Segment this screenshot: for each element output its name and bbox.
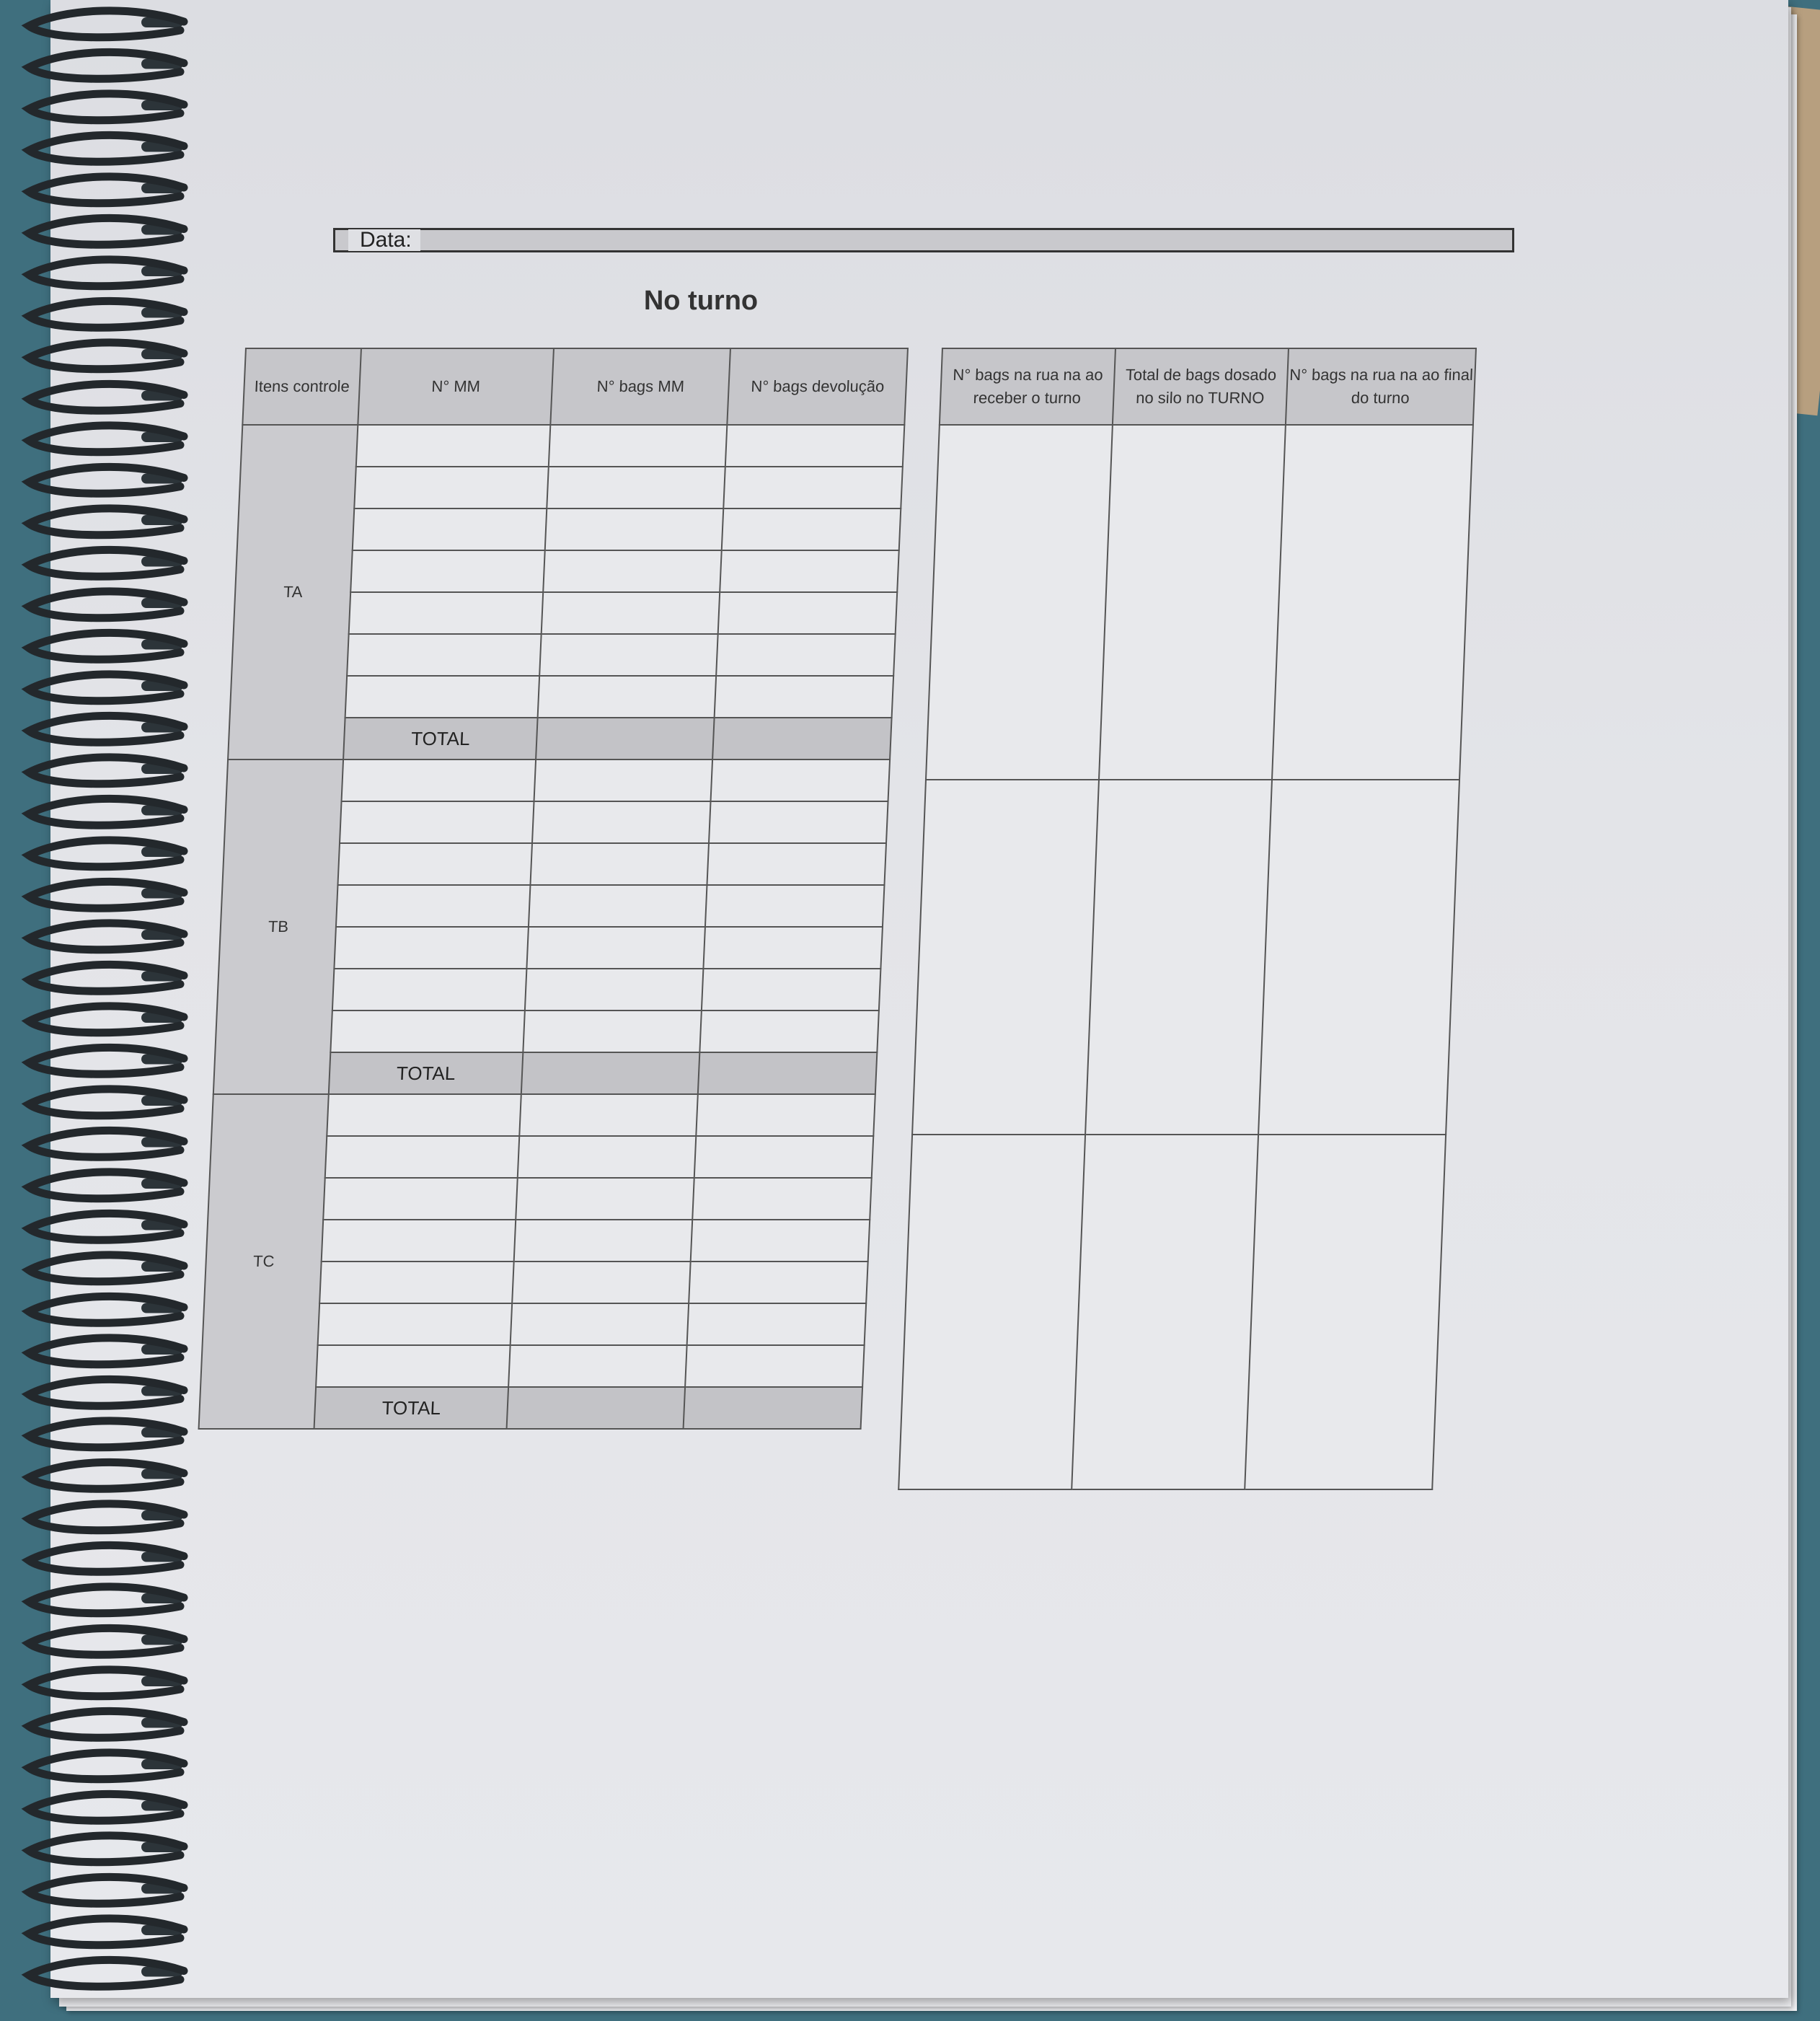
cell[interactable] <box>689 1262 868 1303</box>
cell[interactable] <box>330 1011 524 1052</box>
cell[interactable] <box>545 508 724 550</box>
cell[interactable] <box>518 1136 697 1178</box>
cell[interactable] <box>512 1262 691 1303</box>
cell[interactable] <box>342 759 536 801</box>
cell[interactable] <box>686 1345 865 1387</box>
cell[interactable] <box>1245 1135 1446 1489</box>
cell[interactable] <box>926 425 1113 780</box>
cell[interactable] <box>725 425 904 467</box>
cell[interactable] <box>532 801 711 843</box>
cell[interactable] <box>1258 780 1459 1135</box>
cell[interactable] <box>717 634 896 676</box>
cell[interactable] <box>705 885 884 927</box>
cell[interactable] <box>1099 425 1286 780</box>
cell[interactable] <box>508 1345 687 1387</box>
cell[interactable] <box>529 885 707 927</box>
cell[interactable] <box>549 425 728 467</box>
header-bags-final-turno: N° bags na rua na ao final do turno <box>1286 348 1476 425</box>
cell[interactable] <box>526 927 705 969</box>
total-label: TOTAL <box>343 718 537 759</box>
table-row <box>211 1094 875 1136</box>
cell[interactable] <box>511 1303 689 1345</box>
cell[interactable] <box>349 592 543 634</box>
cell[interactable] <box>350 550 544 592</box>
cell[interactable] <box>523 1011 702 1052</box>
total-cell[interactable] <box>684 1387 862 1429</box>
cell[interactable] <box>323 1178 517 1220</box>
cell[interactable] <box>542 592 720 634</box>
cell[interactable] <box>694 1136 873 1178</box>
cell[interactable] <box>1085 780 1272 1135</box>
cell[interactable] <box>1072 1135 1258 1489</box>
cell[interactable] <box>898 1135 1085 1489</box>
cell[interactable] <box>519 1094 698 1136</box>
date-label: Data: <box>348 229 420 251</box>
cell[interactable] <box>539 634 718 676</box>
header-n-mm: N° MM <box>358 348 553 425</box>
cell[interactable] <box>332 969 526 1011</box>
cell[interactable] <box>707 843 886 885</box>
cell[interactable] <box>356 425 550 467</box>
cell[interactable] <box>1272 425 1473 780</box>
cell[interactable] <box>335 927 529 969</box>
cell[interactable] <box>530 843 709 885</box>
cell[interactable] <box>547 467 725 508</box>
cell[interactable] <box>704 927 883 969</box>
cell[interactable] <box>700 1011 879 1052</box>
total-cell[interactable] <box>536 718 715 759</box>
cell[interactable] <box>724 467 903 508</box>
cell[interactable] <box>693 1178 872 1220</box>
group-block-ta <box>926 425 1473 780</box>
cell[interactable] <box>543 550 722 592</box>
cell[interactable] <box>347 634 541 676</box>
table-header-row <box>940 348 1476 425</box>
shift-bags-table <box>898 348 1477 1490</box>
table-row <box>241 425 905 467</box>
cell[interactable] <box>709 801 888 843</box>
header-n-bags-devolucao: N° bags devolução <box>728 348 908 425</box>
cell[interactable] <box>345 676 539 718</box>
cell[interactable] <box>353 508 547 550</box>
cell[interactable] <box>715 676 893 718</box>
header-bags-receber-turno: N° bags na rua na ao receber o turno <box>940 348 1116 425</box>
cell[interactable] <box>711 759 890 801</box>
cell[interactable] <box>338 843 532 885</box>
header-total-bags-dosado: Total de bags dosado no silo no TURNO <box>1113 348 1289 425</box>
cell[interactable] <box>516 1178 694 1220</box>
cell[interactable] <box>702 969 880 1011</box>
group-label: TB <box>213 759 343 1094</box>
cell[interactable] <box>538 676 717 718</box>
date-field[interactable] <box>333 228 1514 252</box>
cell[interactable] <box>327 1094 521 1136</box>
control-items-table <box>198 348 909 1430</box>
cell[interactable] <box>322 1220 516 1262</box>
cell[interactable] <box>316 1345 510 1387</box>
header-itens-controle: Itens controle <box>242 348 361 425</box>
cell[interactable] <box>336 885 530 927</box>
total-label: TOTAL <box>329 1052 523 1094</box>
cell[interactable] <box>912 780 1099 1135</box>
table-row <box>226 759 891 801</box>
table-header-row <box>242 348 908 425</box>
cell[interactable] <box>718 592 897 634</box>
header-n-bags-mm: N° bags MM <box>550 348 730 425</box>
cell[interactable] <box>354 467 548 508</box>
total-cell[interactable] <box>713 718 892 759</box>
cell[interactable] <box>534 759 713 801</box>
spiral-binding <box>0 0 216 2021</box>
cell[interactable] <box>514 1220 693 1262</box>
total-cell[interactable] <box>507 1387 686 1429</box>
cell[interactable] <box>720 550 899 592</box>
cell[interactable] <box>697 1094 875 1136</box>
group-block-tc <box>898 1135 1446 1489</box>
cell[interactable] <box>687 1303 866 1345</box>
group-label: TC <box>199 1094 329 1429</box>
cell[interactable] <box>319 1262 513 1303</box>
form-title: No turno <box>643 286 759 316</box>
cell[interactable] <box>691 1220 870 1262</box>
cell[interactable] <box>318 1303 512 1345</box>
total-cell[interactable] <box>521 1052 700 1094</box>
group-block-tb <box>912 780 1459 1135</box>
total-cell[interactable] <box>698 1052 877 1094</box>
group-label: TA <box>228 425 358 759</box>
cell[interactable] <box>525 969 704 1011</box>
cell[interactable] <box>722 508 901 550</box>
total-label: TOTAL <box>314 1387 508 1429</box>
cell[interactable] <box>325 1136 519 1178</box>
cell[interactable] <box>340 801 534 843</box>
